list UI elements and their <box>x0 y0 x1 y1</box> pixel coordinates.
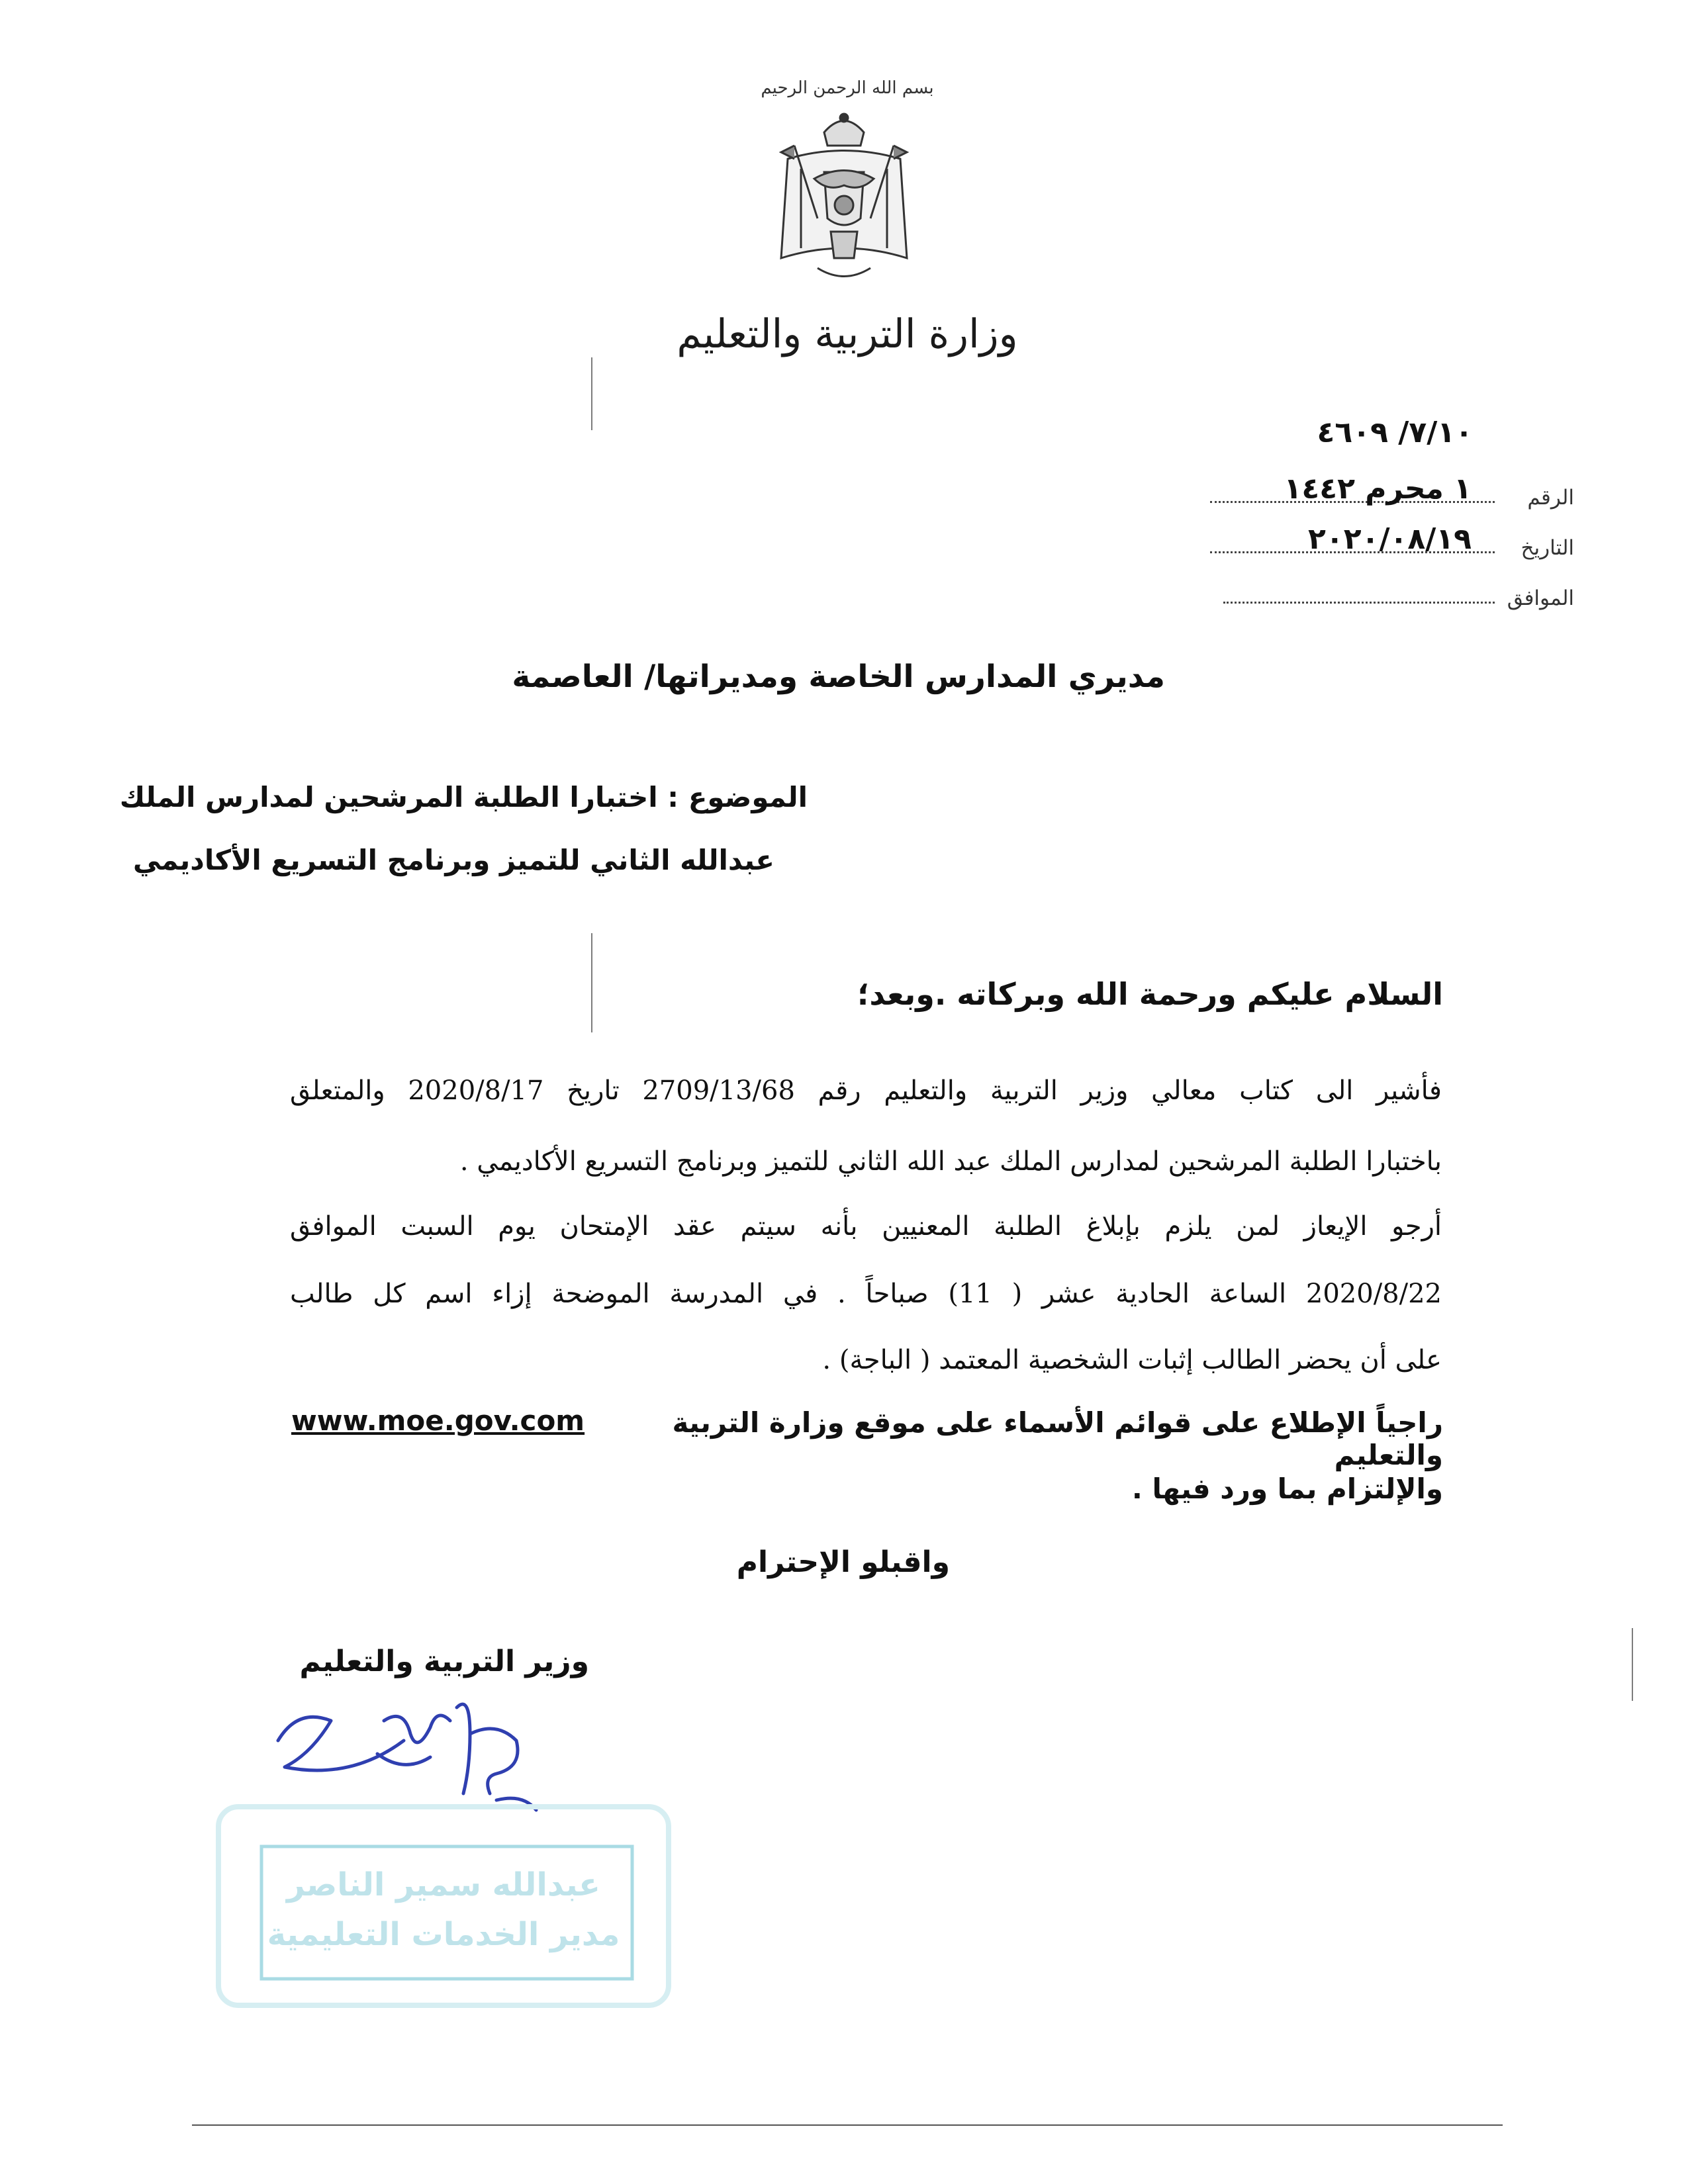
gregorian-date: ٢٠٢٠/٠٨/١٩ <box>1308 522 1472 556</box>
reference-row-corresponding <box>1203 564 1574 610</box>
paragraph-2-line-2: 2020/8/22 الساعة الحادية عشر ( 11) صباحاً . في المدرسة الموضحة إزاء اسم كل طالب <box>290 1279 1442 1309</box>
scan-mark <box>591 933 592 1032</box>
stamp-name: عبدالله سمير الناصر <box>287 1866 600 1903</box>
dotted-line <box>1223 602 1495 604</box>
stamp-position: مدير الخدمات التعليمية <box>267 1916 620 1953</box>
subject-line-1: الموضوع : اختبارا الطلبة المرشحين لمدارس الملك <box>119 781 808 813</box>
date-label: التاريخ <box>1521 536 1574 560</box>
stamp-frame <box>212 1800 675 2012</box>
reference-row-number <box>1203 463 1574 510</box>
reference-row-date <box>1203 514 1574 560</box>
scan-mark <box>591 357 592 430</box>
ministry-website-link[interactable]: www.moe.gov.com <box>291 1404 585 1437</box>
notice-line-2: والإلتزام بما ورد فيها . <box>1131 1473 1443 1505</box>
hijri-date: ١ محرم ١٤٤٢ <box>1284 472 1472 506</box>
paragraph-2-line-1: أرجو الإيعاز لمن يلزم بإبلاغ الطلبة المعنيين بأنه سيتم عقد الإمتحان يوم السبت الموافق <box>290 1211 1442 1242</box>
paragraph-1-line-1: فأشير الى كتاب معالي وزير التربية والتعليم رقم 2709/13/68 تاريخ 2020/8/17 والمتعلق <box>290 1075 1442 1106</box>
subject-line-2: عبدالله الثاني للتميز وبرنامج التسريع الأكاديمي <box>132 844 774 876</box>
corresponding-label: الموافق <box>1507 586 1574 610</box>
paragraph-2-line-3: على أن يحضر الطالب إثبات الشخصية المعتمد ( الباجة) . <box>822 1345 1442 1375</box>
addressee: مديري المدارس الخاصة ومديراتها/ العاصمة <box>512 659 1165 695</box>
reference-number: ٧/١٠/ ٤٦٠٩ <box>1317 416 1473 449</box>
greeting: السلام عليكم ورحمة الله وبركاته .وبعد؛ <box>857 976 1443 1012</box>
basmala: بسم الله الرحمن الرحيم <box>761 78 934 98</box>
ministry-logotype: وزارة التربية والتعليم <box>677 311 1018 357</box>
reference-number-label: الرقم <box>1527 486 1574 510</box>
paragraph-1-line-2: باختبارا الطلبة المرشحين لمدارس الملك عبد الله الثاني للتميز وبرنامج التسريع الأكاديمي . <box>459 1146 1442 1177</box>
scan-mark <box>1632 1628 1633 1701</box>
jordan-crest-logo <box>761 106 927 291</box>
closing-regards: واقبلو الإحترام <box>736 1545 950 1579</box>
notice-line-1: راجياً الإطلاع على قوائم الأسماء على موقع وزارة التربية والتعليم <box>672 1406 1443 1471</box>
footer-rule <box>192 2124 1503 2126</box>
signer-title: وزير التربية والتعليم <box>299 1645 589 1678</box>
official-stamp <box>212 1800 675 2012</box>
